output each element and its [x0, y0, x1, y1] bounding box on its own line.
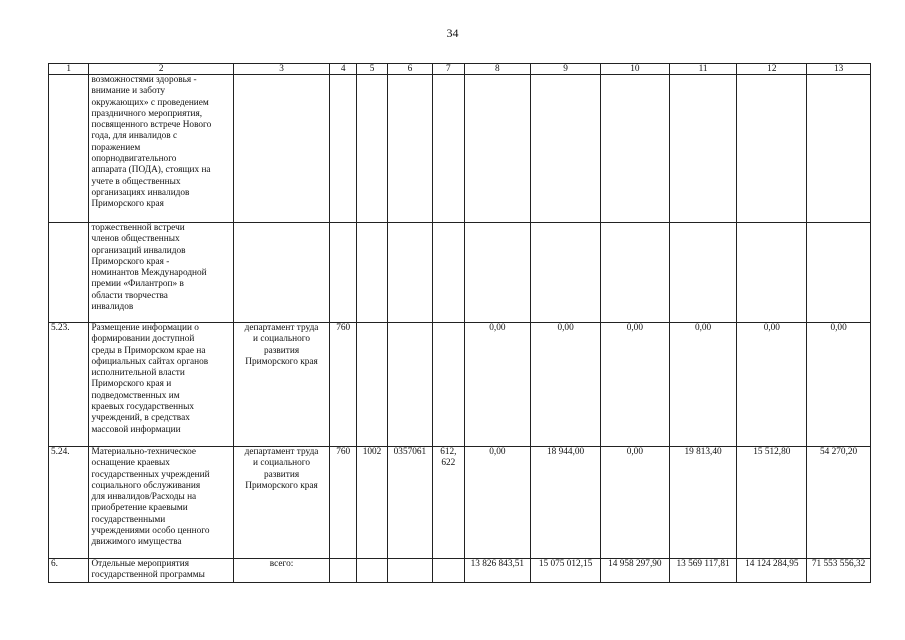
row-value-col10: 0,00: [600, 323, 669, 447]
row-number: 6.: [49, 559, 89, 583]
row-value-col10: [600, 223, 669, 323]
row-description: возможностями здоровья - внимание и заботу окружающих» с проведением праздничного мероприятия, посвященного встрече Нового года, для инвалидов с поражением опорнодвигательного аппарата (ПОДА), стоящих на учете в общественных организациях инвалидов Приморского края: [89, 75, 234, 223]
row-value-col13: [807, 223, 871, 323]
row-number: [49, 75, 89, 223]
row-value-col13: 54 270,20: [807, 447, 871, 559]
row-code-vr: [433, 323, 464, 447]
row-code-rzpr: [357, 223, 387, 323]
row-code-grbs: 760: [330, 323, 357, 447]
header-col-7: 7: [433, 64, 464, 75]
header-col-1: 1: [49, 64, 89, 75]
header-col-8: 8: [464, 64, 531, 75]
row-value-col13: 0,00: [807, 323, 871, 447]
row-value-col10: [600, 75, 669, 223]
row-code-rzpr: [357, 559, 387, 583]
row-code-csr: 0357061: [387, 447, 432, 559]
header-col-6: 6: [387, 64, 432, 75]
header-col-5: 5: [357, 64, 387, 75]
row-value-col13: [807, 75, 871, 223]
header-col-9: 9: [531, 64, 601, 75]
row-executor: [234, 223, 330, 323]
row-code-rzpr: [357, 75, 387, 223]
row-value-col9: [531, 223, 601, 323]
row-value-col10: 14 958 297,90: [600, 559, 669, 583]
row-code-csr: [387, 223, 432, 323]
row-description: Отдельные мероприятия государственной программы: [89, 559, 234, 583]
row-code-vr: [433, 223, 464, 323]
row-code-vr: 612, 622: [433, 447, 464, 559]
row-value-col12: 0,00: [737, 323, 807, 447]
row-code-csr: [387, 559, 432, 583]
row-description: Размещение информации о формировании доступной среды в Приморском крае на официальных сайтах органов исполнительной власти Приморского края и подведомственных им краевых государственных учреждений, в средствах массовой информации: [89, 323, 234, 447]
header-col-11: 11: [669, 64, 737, 75]
row-value-col8: 0,00: [464, 323, 531, 447]
row-code-grbs: 760: [330, 447, 357, 559]
table-row: [49, 223, 871, 323]
row-value-col12: [737, 223, 807, 323]
row-value-col8: [464, 75, 531, 223]
row-code-csr: [387, 323, 432, 447]
header-col-12: 12: [737, 64, 807, 75]
row-code-vr: [433, 559, 464, 583]
table-row: [49, 559, 871, 583]
row-executor: департамент труда и социального развития Приморского края: [234, 447, 330, 559]
row-value-col11: [669, 223, 737, 323]
row-value-col12: 15 512,80: [737, 447, 807, 559]
header-col-10: 10: [600, 64, 669, 75]
row-number: 5.23.: [49, 323, 89, 447]
row-number: 5.24.: [49, 447, 89, 559]
row-value-col11: 13 569 117,81: [669, 559, 737, 583]
row-value-col12: [737, 75, 807, 223]
row-code-rzpr: 1002: [357, 447, 387, 559]
table-row: [49, 75, 871, 223]
row-value-col13: 71 553 556,32: [807, 559, 871, 583]
row-value-col10: 0,00: [600, 447, 669, 559]
row-code-grbs: [330, 223, 357, 323]
row-value-col9: [531, 75, 601, 223]
row-number: [49, 223, 89, 323]
row-value-col12: 14 124 284,95: [737, 559, 807, 583]
row-description: Материально-техническое оснащение краевых государственных учреждений социального обслуживания для инвалидов/Расходы на приобретение краевыми государственными учреждениями особо ценного движимого имущества: [89, 447, 234, 559]
row-value-col9: 0,00: [531, 323, 601, 447]
header-row: [49, 64, 871, 75]
row-value-col11: 19 813,40: [669, 447, 737, 559]
row-code-rzpr: [357, 323, 387, 447]
row-value-col8: 13 826 843,51: [464, 559, 531, 583]
row-code-grbs: [330, 75, 357, 223]
header-col-4: 4: [330, 64, 357, 75]
row-value-col9: 18 944,00: [531, 447, 601, 559]
table-row: [49, 447, 871, 559]
header-col-3: 3: [234, 64, 330, 75]
row-value-col11: [669, 75, 737, 223]
row-code-vr: [433, 75, 464, 223]
header-col-2: 2: [89, 64, 234, 75]
row-executor: всего:: [234, 559, 330, 583]
row-value-col8: 0,00: [464, 447, 531, 559]
row-executor: департамент труда и социального развития Приморского края: [234, 323, 330, 447]
table-row: [49, 323, 871, 447]
row-executor: [234, 75, 330, 223]
page-number: 34: [446, 26, 459, 40]
row-code-grbs: [330, 559, 357, 583]
row-code-csr: [387, 75, 432, 223]
row-value-col11: 0,00: [669, 323, 737, 447]
header-col-13: 13: [807, 64, 871, 75]
row-description: торжественной встречи членов общественных организаций инвалидов Приморского края - номинантов Международной премии «Филантроп» в области творчества инвалидов: [89, 223, 234, 323]
program-table: [48, 63, 871, 583]
row-value-col8: [464, 223, 531, 323]
row-value-col9: 15 075 012,15: [531, 559, 601, 583]
